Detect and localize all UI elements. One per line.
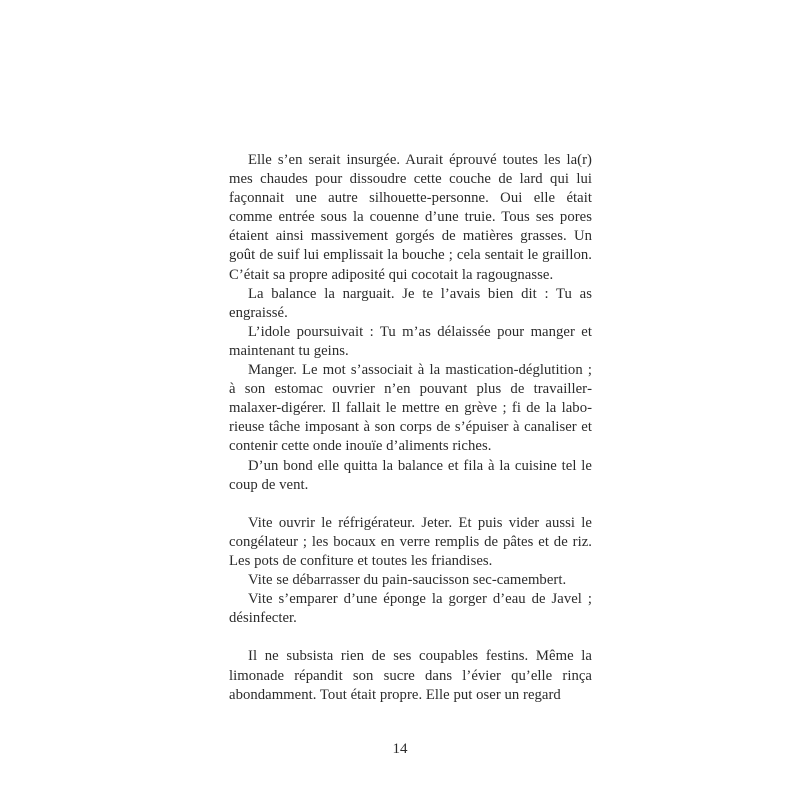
paragraph: Vite ouvrir le réfrigérateur. Jeter. Et puis vider aussi le congélateur ; les bocaux en verre remplis de pâtes et de riz. Les pots de confiture et toutes les friandises.	[229, 514, 592, 569]
body-text	[229, 151, 592, 705]
paragraph: L’idole poursuivait : Tu m’as délaissée pour manger et maintenant tu geins.	[229, 323, 592, 359]
section-break	[229, 495, 592, 514]
paragraph: Manger. Le mot s’associait à la mastication-déglutition ; à son estomac ouvrier n’en pouvant plus de travaillermalaxer-digérer. Il fallait le mettre en grève ; fi de la laborieuse tâche imposant à son corps de s’épuiser à canaliser et contenir cette onde inouïe d’aliments riches.	[229, 362, 592, 455]
section-break	[229, 628, 592, 647]
paragraph: La balance la narguait. Je te l’avais bien dit : Tu as engraissé.	[229, 285, 592, 321]
page-number: 14	[392, 741, 408, 757]
paragraph: Vite s’emparer d’une éponge la gorger d’eau de Javel ; désinfecter.	[229, 591, 592, 627]
paragraph: Il ne subsista rien de ses coupables festins. Même la limonade répandit son sucre dans l’évier qu’elle rinça abondamment. Tout était propre. Elle put oser un regard	[229, 648, 592, 703]
paragraph: Elle s’en serait insurgée. Aurait éprouvé toutes les la(r) mes chaudes pour dissoudre cette couche de lard qui lui façonnait une autre silhouette-personne. Oui elle était comme entrée sous la couenne d’une truie. Tous ses pores étaient ainsi massivement gorgés de matières grasses. Un goût de suif lui emplissait la bouche ; cela sentait le graillon. C’était sa propre adiposité qui cocotait la ragougnasse.	[229, 152, 592, 283]
paragraph: Vite se débarrasser du pain-saucisson sec-camembert.	[248, 572, 567, 589]
paragraph: D’un bond elle quitta la balance et fila à la cuisine tel le coup de vent.	[229, 457, 592, 493]
